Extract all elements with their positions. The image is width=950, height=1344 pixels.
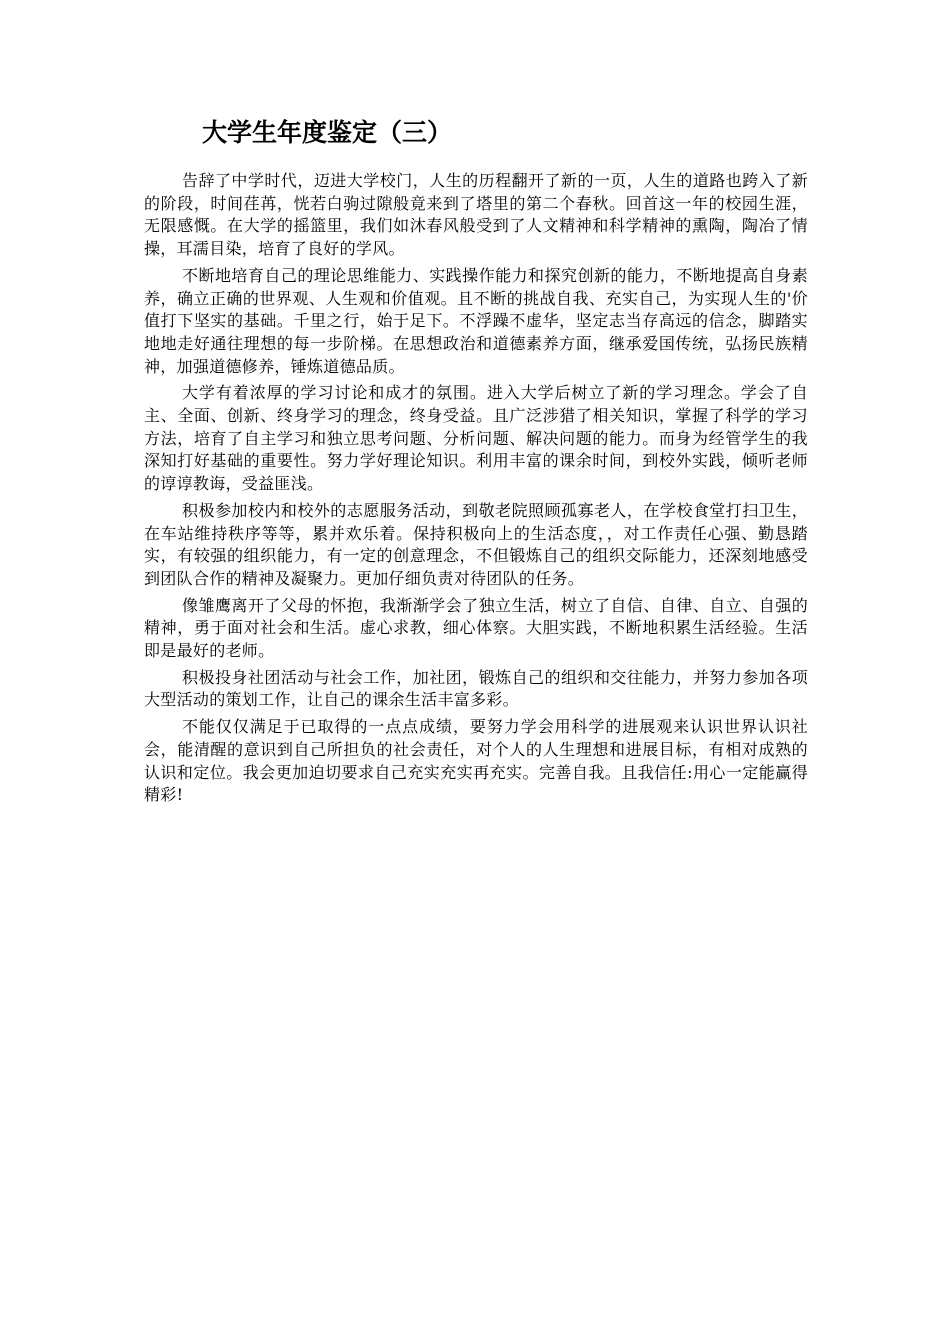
paragraph: 积极投身社团活动与社会工作，加社团，锻炼自己的组织和交往能力，并努力参加各项大型活动的策划工作，让自己的课余生活丰富多彩。 — [144, 667, 808, 710]
document-title: 大学生年度鉴定（三） — [202, 118, 453, 147]
paragraph: 积极参加校内和校外的志愿服务活动，到敬老院照顾孤寡老人，在学校食堂打扫卫生，在车站维持秩序等等，累并欢乐着。保持积极向上的生活态度，，对工作责任心强、勤恳踏实，有较强的组织能力，有一定的创意理念，不但锻炼自己的组织交际能力，还深刻地感受到团队合作的精神及凝聚力。更加仔细负责对待团队的任务。 — [144, 500, 808, 588]
paragraph: 告辞了中学时代，迈进大学校门，人生的历程翻开了新的一页，人生的道路也跨入了新的阶段，时间荏苒，恍若白驹过隙般竟来到了塔里的第二个春秋。回首这一年的校园生涯，无限感慨。在大学的摇篮里，我们如沐春风般受到了人文精神和科学精神的熏陶，陶冶了情操，耳濡目染，培育了良好的学风。 — [144, 171, 808, 259]
paragraph: 不能仅仅满足于已取得的一点点成绩，要努力学会用科学的进展观来认识世界认识社会，能清醒的意识到自己所担负的社会责任，对个人的人生理想和进展目标，有相对成熟的认识和定位。我会更加迫切要求自己充实充实再充实。完善自我。且我信任:用心一定能赢得精彩! — [144, 717, 808, 805]
paragraph: 像雏鹰离开了父母的怀抱，我渐渐学会了独立生活，树立了自信、自律、自立、自强的精神，勇于面对社会和生活。虚心求教，细心体察。大胆实践，不断地积累生活经验。生活即是最好的老师。 — [144, 595, 808, 661]
paragraph: 不断地培育自己的理论思维能力、实践操作能力和探究创新的能力，不断地提高自身素养，确立正确的世界观、人生观和价值观。且不断的挑战自我、充实自己，为实现人生的'价值打下坚实的基础。千里之行，始于足下。不浮躁不虚华，坚定志当存高远的信念，脚踏实地地走好通往理想的每一步阶梯。在思想政治和道德素养方面，继承爱国传统，弘扬民族精神，加强道德修养，锤炼道德品质。 — [144, 265, 808, 376]
paragraph: 大学有着浓厚的学习讨论和成才的氛围。进入大学后树立了新的学习理念。学会了自主、全面、创新、终身学习的理念，终身受益。且广泛涉猎了相关知识，掌握了科学的学习方法，培育了自主学习和独立思考问题、分析问题、解决问题的能力。而身为经管学生的我深知打好基础的重要性。努力学好理论知识。利用丰富的课余时间，到校外实践，倾听老师的谆谆教诲，受益匪浅。 — [144, 383, 808, 494]
document-body — [144, 170, 808, 811]
